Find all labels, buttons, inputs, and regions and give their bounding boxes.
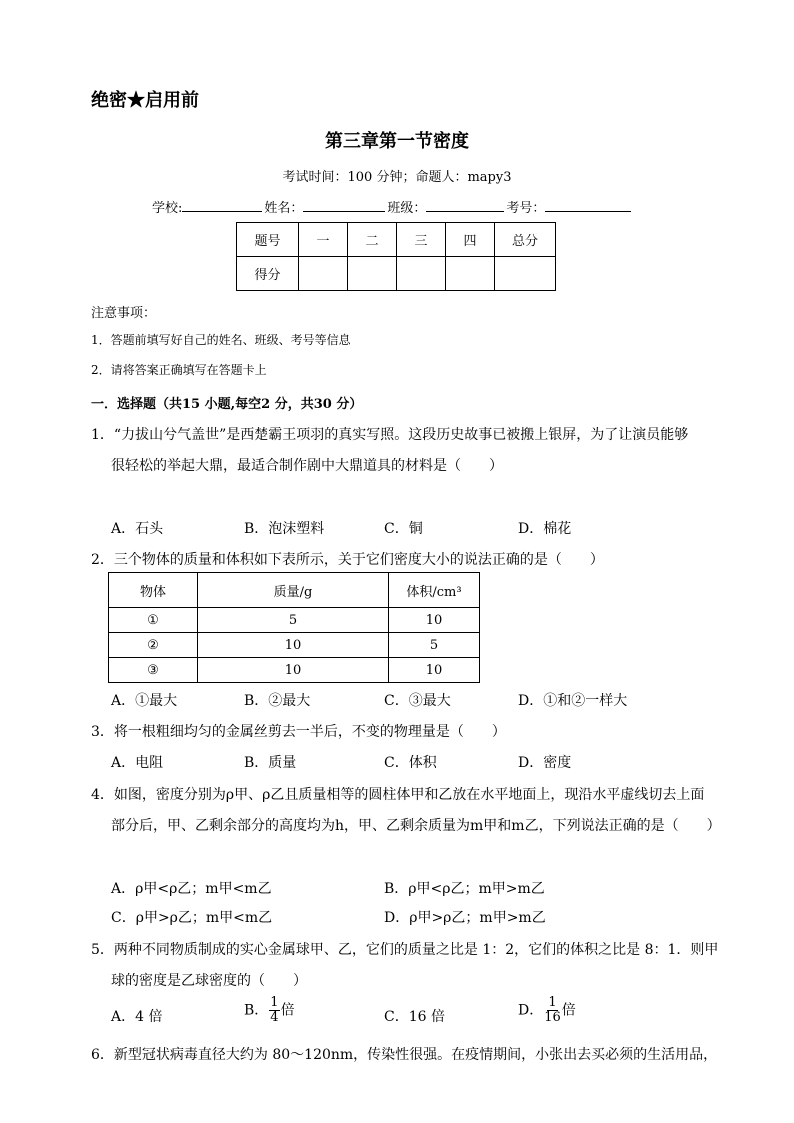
name-field[interactable] — [303, 197, 385, 212]
fraction-denominator: 16 — [544, 1010, 561, 1025]
q2-option-b[interactable]: B．②最大 — [244, 693, 311, 709]
note-item: 2．请将答案正确填写在答题卡上 — [91, 363, 267, 377]
density-table-row — [109, 608, 480, 633]
q2-option-c[interactable]: C．③最大 — [384, 693, 451, 709]
density-table-row — [109, 658, 480, 683]
exam-info: 考试时间：100 分钟；命题人：mapy3 — [282, 170, 512, 185]
density-header-cell: 物体 — [109, 573, 198, 608]
q2-option-d[interactable]: D．①和②一样大 — [518, 693, 628, 709]
name-label: 姓名： — [264, 201, 304, 216]
q5-option-d-prefix: D． — [518, 1002, 544, 1019]
question-5-line-2: 球的密度是乙球密度的（ ） — [111, 973, 307, 989]
density-cell: 5 — [389, 633, 480, 658]
question-4-line-2: 部分后，甲、乙剩余部分的高度均为h，甲、乙剩余质量为m甲和m乙，下列说法正确的是（ ） — [111, 818, 721, 834]
notes-heading: 注意事项： — [91, 306, 157, 321]
question-1-line-1: 1．“力拔山兮气盖世”是西楚霸王项羽的真实写照。这段历史故事已被搬上银屏，为了让演员能够 — [91, 427, 689, 443]
score-header-cell: 题号 — [237, 223, 299, 257]
q5-option-b-suffix: 倍 — [280, 1002, 295, 1019]
question-5-line-1: 5．两种不同物质制成的实心金属球甲、乙，它们的质量之比是 1：2，它们的体积之比是 8：1．则甲 — [91, 942, 719, 958]
question-2-line-1: 2．三个物体的质量和体积如下表所示，关于它们密度大小的说法正确的是（ ） — [91, 552, 604, 568]
density-table-header-row — [109, 573, 480, 608]
exam-number-field[interactable] — [545, 197, 631, 212]
question-4-line-1: 4．如图，密度分别为ρ甲、ρ乙且质量相等的圆柱体甲和乙放在水平地面上，现沿水平虚线切去上面 — [91, 787, 705, 803]
score-table — [236, 222, 556, 291]
q1-option-b[interactable]: B．泡沫塑料 — [244, 521, 325, 537]
density-table — [108, 572, 480, 683]
density-cell: 5 — [198, 608, 389, 633]
score-cell[interactable] — [348, 257, 397, 291]
question-1-line-2: 很轻松的举起大鼎，最适合制作剧中大鼎道具的材料是（ ） — [111, 458, 503, 474]
q1-option-a[interactable]: A．石头 — [111, 521, 164, 537]
q3-option-a[interactable]: A．电阻 — [111, 755, 164, 771]
q4-option-a[interactable]: A．ρ甲<ρ乙；m甲<m乙 — [111, 881, 272, 897]
fraction-one-quarter — [269, 996, 279, 1025]
school-label: 学校: — [152, 201, 183, 216]
fraction-numerator: 1 — [270, 995, 279, 1010]
score-table-header-row — [237, 223, 556, 257]
class-label: 班级： — [387, 201, 427, 216]
secret-label: 绝密★启用前 — [91, 90, 199, 111]
q5-option-a[interactable]: A．4 倍 — [111, 1009, 163, 1025]
q4-option-d[interactable]: D．ρ甲>ρ乙；m甲>m乙 — [384, 910, 546, 926]
note-item: 1．答题前填写好自己的姓名、班级、考号等信息 — [91, 333, 351, 347]
density-cell: 10 — [389, 658, 480, 683]
class-field[interactable] — [426, 197, 504, 212]
density-cell: 10 — [198, 658, 389, 683]
score-header-cell: 三 — [397, 223, 446, 257]
q5-option-c[interactable]: C．16 倍 — [384, 1009, 445, 1025]
q1-option-d[interactable]: D．棉花 — [518, 521, 572, 537]
q3-option-c[interactable]: C．体积 — [384, 755, 437, 771]
score-header-cell: 总分 — [495, 223, 556, 257]
score-table-score-row — [237, 257, 556, 291]
score-header-cell: 四 — [446, 223, 495, 257]
page-title: 第三章第一节密度 — [325, 131, 469, 152]
density-cell: 10 — [198, 633, 389, 658]
density-cell: ③ — [109, 658, 198, 683]
density-cell: ① — [109, 608, 198, 633]
score-row-label: 得分 — [237, 257, 299, 291]
q3-option-b[interactable]: B．质量 — [244, 755, 297, 771]
exam-number-label: 考号： — [506, 201, 546, 216]
q5-option-d-suffix: 倍 — [561, 1002, 576, 1019]
score-cell[interactable] — [397, 257, 446, 291]
student-info-fields — [152, 197, 633, 216]
question-6-line-1: 6．新型冠状病毒直径大约为 80～120nm，传染性很强。在疫情期间，小张出去买必须的生活用品， — [91, 1047, 718, 1063]
question-3-line-1: 3．将一根粗细均匀的金属丝剪去一半后，不变的物理量是（ ） — [91, 724, 506, 740]
q5-option-b-prefix: B． — [244, 1002, 269, 1019]
section-title: 一．选择题（共15 小题,每空2 分，共30 分） — [91, 397, 363, 412]
q5-option-b[interactable] — [244, 996, 295, 1025]
score-cell[interactable] — [299, 257, 348, 291]
q3-option-d[interactable]: D．密度 — [518, 755, 572, 771]
score-header-cell: 二 — [348, 223, 397, 257]
fraction-denominator: 4 — [270, 1010, 279, 1025]
school-field[interactable] — [182, 197, 262, 212]
density-cell: 10 — [389, 608, 480, 633]
fraction-one-sixteenth — [544, 996, 561, 1025]
q5-option-d[interactable] — [518, 996, 576, 1025]
q2-option-a[interactable]: A．①最大 — [111, 693, 178, 709]
score-cell[interactable] — [446, 257, 495, 291]
density-header-cell: 体积/cm³ — [389, 573, 480, 608]
score-cell[interactable] — [495, 257, 556, 291]
q1-option-c[interactable]: C．铜 — [384, 521, 423, 537]
q4-option-b[interactable]: B．ρ甲<ρ乙；m甲>m乙 — [384, 881, 545, 897]
density-cell: ② — [109, 633, 198, 658]
density-header-cell: 质量/g — [198, 573, 389, 608]
score-header-cell: 一 — [299, 223, 348, 257]
q4-option-c[interactable]: C．ρ甲>ρ乙；m甲<m乙 — [111, 910, 273, 926]
fraction-numerator: 1 — [548, 995, 557, 1010]
density-table-row — [109, 633, 480, 658]
